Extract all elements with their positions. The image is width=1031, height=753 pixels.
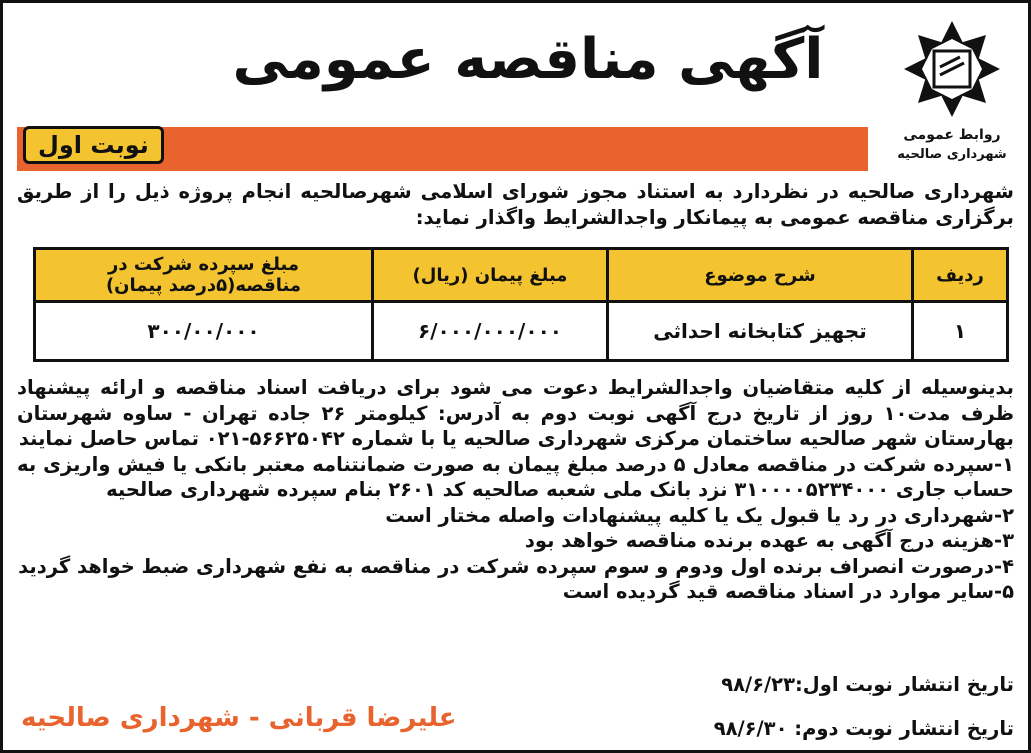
table-header-row <box>35 249 1008 302</box>
cell-row-no: ۱ <box>913 302 1008 361</box>
tender-table <box>33 247 1009 362</box>
publication-dates <box>714 663 1014 751</box>
municipality-logo <box>882 9 1022 169</box>
table-row <box>35 302 1008 361</box>
header <box>9 9 1028 169</box>
condition-item: ۲-شهرداری در رد یا قبول یک یا کلیه پیشنهادات واصله مختار است <box>385 503 1014 527</box>
logo-caption-pr: روابط عمومی <box>903 127 1001 143</box>
condition-item: ۱-سپرده شرکت در مناقصه معادل ۵ درصد مبلغ پیمان به صورت ضمانتنامه معتبر بانکی یا فیش واریزی به حساب جاری ۳۱۰۰۰۰۵۲۳۴۰۰۰ نزد بانک ملی شعبه صالحیه کد ۲۶۰۱ بنام سپرده شهرداری صالحیه <box>17 452 1014 501</box>
second-publication-date: تاریخ انتشار نوبت دوم: ۹۸/۶/۳۰ <box>713 717 1014 740</box>
round-badge: نوبت اول <box>23 126 164 164</box>
cell-contract-amount: ۶/۰۰۰/۰۰۰/۰۰۰ <box>373 302 608 361</box>
col-contract-amount: مبلغ پیمان (ریال) <box>373 249 608 302</box>
condition-item: ۳-هزینه درج آگهی به عهده برنده مناقصه خواهد بود <box>524 529 1014 552</box>
first-publication-date: تاریخ انتشار نوبت اول:۹۸/۶/۲۳ <box>721 673 1014 696</box>
col-row-no: ردیف <box>913 249 1008 302</box>
condition-item: ۴-درصورت انصراف برنده اول ودوم و سوم سپرده شرکت در مناقصه به نفع شهرداری ضبط خواهد گردید <box>18 554 1014 578</box>
page-title: آگهی مناقصه عمومی <box>232 27 824 92</box>
cell-subject: تجهیز کتابخانه احداثی <box>608 302 913 361</box>
col-deposit: مبلغ سپرده شرکت در مناقصه(۵درصد پیمان) <box>35 249 373 302</box>
logo-emblem-icon <box>900 17 1004 121</box>
invitation-paragraph: بدینوسیله از کلیه متقاضیان واجدالشرایط دعوت می شود برای دریافت اسناد مناقصه و ارائه پیشنهاد ظرف مدت۱۰ روز از تاریخ درج آگهی نوبت دوم به آدرس: کیلومتر ۲۶ جاده تهران - ساوه شهرستان بهارستان شهر صالحیه ساختمان مرکزی شهرداری صالحیه یا با شماره ۵۶۶۲۵۰۴۲-۰۲۱ تماس حاصل نمایند <box>17 376 1015 450</box>
intro-paragraph: شهرداری صالحیه در نظردارد به استناد مجوز شورای اسلامی شهرصالحیه انجام پروژه ذیل را از طریق برگزاری مناقصه عمومی به پیمانکار واجدالشرایط واگذار نماید: <box>17 180 1014 229</box>
signature: علیرضا قربانی - شهرداری صالحیه <box>21 703 457 733</box>
condition-item: ۵-سایر موارد در اسناد مناقصه قید گردیده است <box>562 580 1014 603</box>
conditions-section <box>17 375 1014 605</box>
cell-deposit: ۳۰۰/۰۰/۰۰۰ <box>35 302 373 361</box>
logo-caption-municipality: شهرداری صالحیه <box>897 147 1007 162</box>
col-subject: شرح موضوع <box>608 249 913 302</box>
